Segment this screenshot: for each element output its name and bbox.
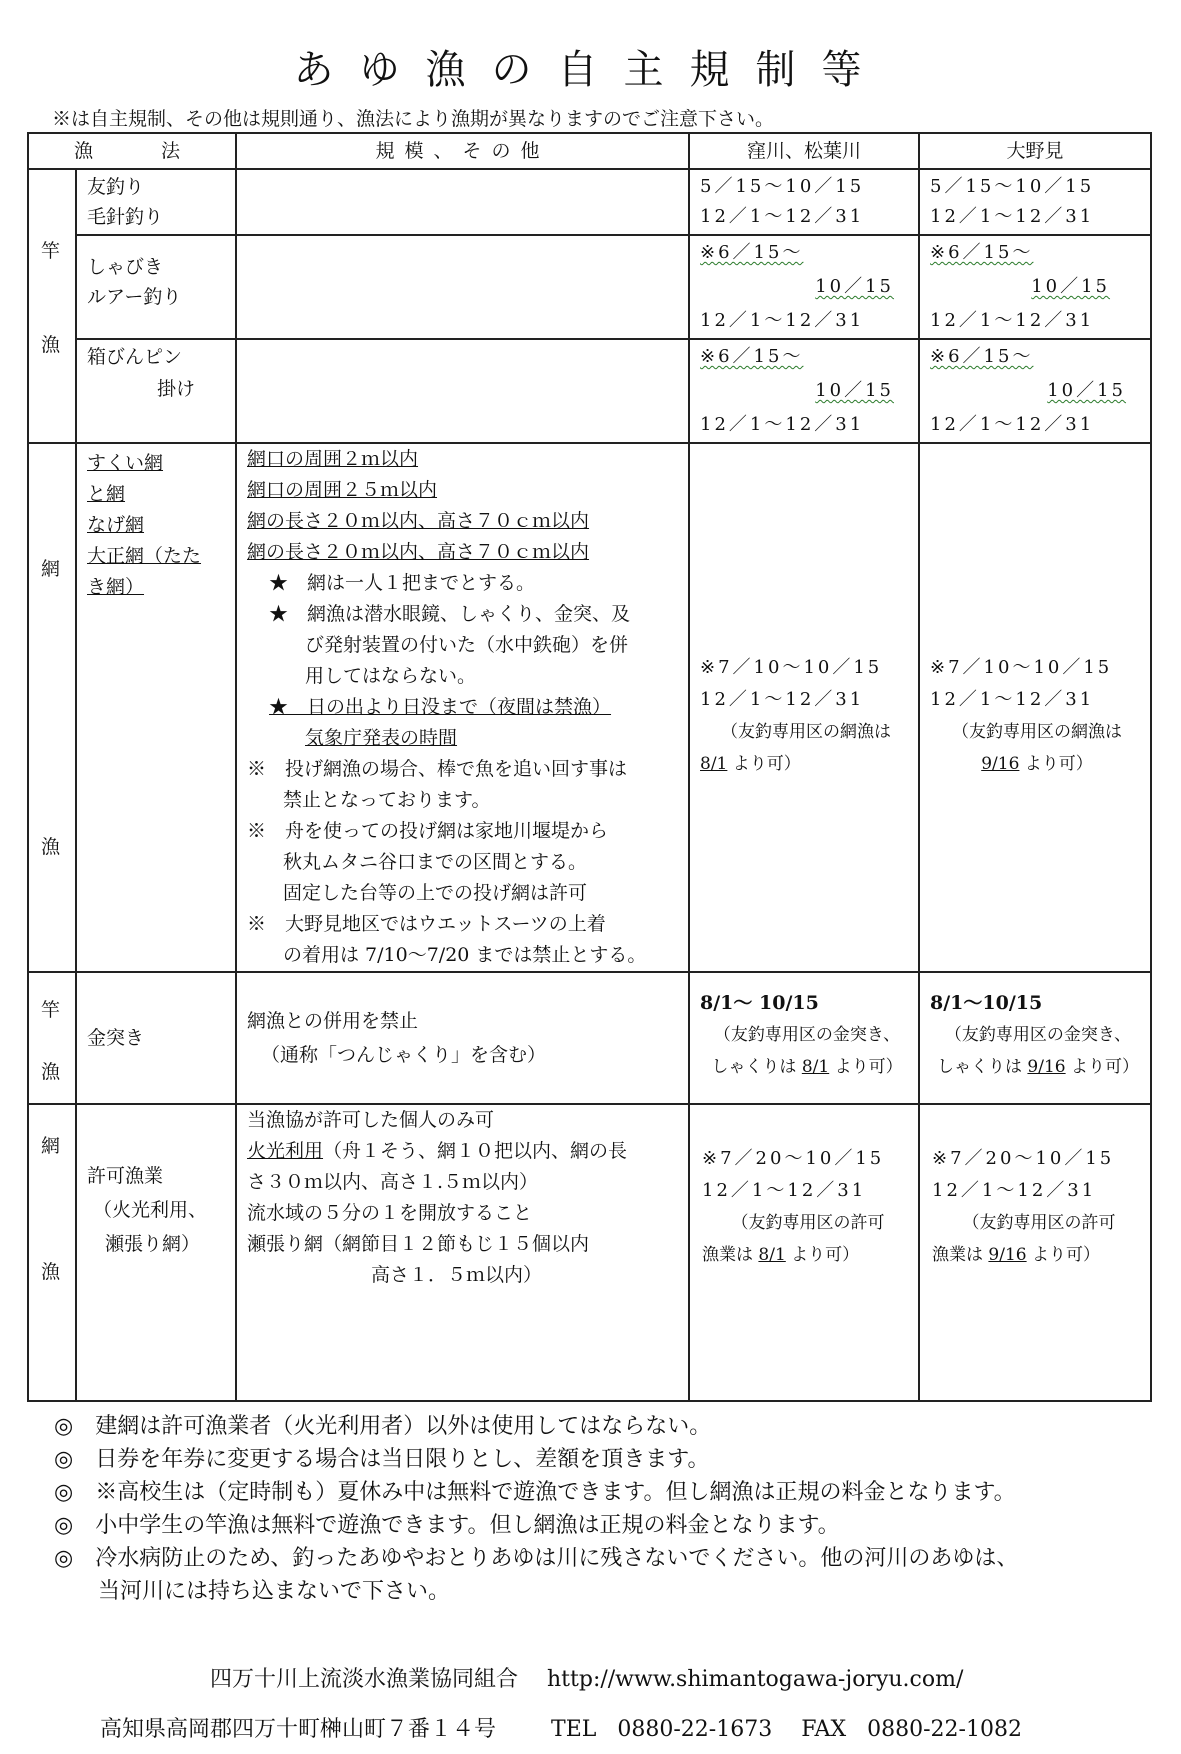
period-date: 8/1 [758, 1245, 786, 1265]
table-row [28, 339, 1151, 443]
period-note: 漁業は [702, 1245, 759, 1265]
period-text: 12／1～12／31 [702, 1180, 867, 1201]
period-text: 10／15 [815, 380, 895, 401]
period-date: 9/16 [1027, 1057, 1066, 1077]
list-item: ◎ 小中学生の竿漁は無料で遊漁できます。但し網漁は正規の料金となります。 [54, 1513, 840, 1538]
period-kubokawa [689, 972, 919, 1104]
table-row [28, 169, 1151, 235]
table-row [28, 972, 1151, 1104]
period-kubokawa [689, 169, 919, 235]
period-text: 12／1～12／31 [930, 310, 1095, 331]
scale-text: （通称「つんじゃくり」を含む） [261, 1044, 547, 1066]
list-item: ◎ 日券を年券に変更する場合は当日限りとし、差額を頂きます。 [54, 1447, 710, 1472]
period-text: 5／15～10／15 [700, 176, 865, 197]
period-note: より可） [1026, 1245, 1101, 1265]
period-kubokawa [689, 1104, 919, 1401]
scale-text: ★ 網は一人１把までとする。 [269, 572, 536, 594]
scale-text: ※ 投げ網漁の場合、棒で魚を追い回す事は [247, 758, 628, 780]
period-date: 9/16 [988, 1245, 1027, 1265]
scale-text: 網の長さ２０ｍ以内、高さ７０ｃｍ以内 [247, 510, 590, 532]
period-text: 10／15 [1047, 380, 1127, 401]
period-text: 5／15～10／15 [930, 176, 1095, 197]
period-note: （友釣専用区の許可 [731, 1213, 885, 1233]
scale-cell [236, 443, 689, 972]
period-text: ※6／15～ [930, 346, 1034, 367]
scale-text: 火光利用 [247, 1140, 324, 1162]
scale-text: 用してはならない。 [305, 665, 477, 687]
period-note: （友釣専用区の網漁は [952, 722, 1123, 742]
period-onomi [919, 443, 1151, 972]
period-note: （友釣専用区の金突き、 [944, 1025, 1132, 1045]
scale-text: 瀬張り網（網節目１２節もじ１５個以内 [247, 1233, 590, 1255]
method-cell [76, 235, 236, 339]
period-onomi [919, 1104, 1151, 1401]
method-name: なげ網 [87, 514, 145, 536]
method-name: 金突き [87, 1027, 145, 1049]
method-name: しゃびき [87, 256, 164, 278]
address: 高知県高岡郡四万十町榊山町７番１４号 [100, 1717, 497, 1742]
table-row [28, 235, 1151, 339]
period-text: ※7／20～10／15 [702, 1148, 885, 1169]
method-name: 毛針釣り [87, 206, 164, 228]
scale-text: ※ 舟を使っての投げ網は家地川堰堤から [247, 820, 609, 842]
website-link[interactable]: http://www.shimantogawa-joryu.com/ [547, 1667, 964, 1692]
period-text: ※6／15～ [700, 346, 804, 367]
period-note: （友釣専用区の許可 [962, 1213, 1116, 1233]
method-name: 箱びんピン [87, 346, 183, 368]
period-text: ※7／20～10／15 [932, 1148, 1115, 1169]
scale-cell [236, 169, 689, 235]
scale-text: 高さ１．５ｍ以内） [371, 1264, 543, 1286]
period-note: （友釣専用区の網漁は [721, 722, 892, 742]
footer-line-2 [100, 1712, 1181, 1743]
method-name: 友釣り [87, 176, 145, 198]
scale-text: 気象庁発表の時間 [305, 727, 458, 749]
category-label: 漁 [41, 1061, 61, 1083]
period-note: しゃくりは [711, 1057, 802, 1077]
period-text: ※7／10～10／15 [700, 657, 883, 678]
period-note: より可） [1019, 754, 1093, 774]
period-text: 10／15 [815, 276, 895, 297]
method-name: 掛け [157, 378, 196, 400]
period-kubokawa [689, 235, 919, 339]
list-item: 当河川には持ち込まないで下さい。 [54, 1579, 451, 1604]
scale-text: び発射装置の付いた（水中鉄砲）を併 [305, 634, 629, 656]
period-text: 12／1～12／31 [932, 1180, 1097, 1201]
period-onomi [919, 235, 1151, 339]
method-name: と網 [87, 483, 126, 505]
method-cell [76, 443, 236, 972]
period-text: 12／1～12／31 [930, 206, 1095, 227]
period-text: 12／1～12／31 [930, 414, 1095, 435]
header-scale: 規模、その他 [236, 133, 689, 169]
period-note: 漁業は [932, 1245, 989, 1265]
method-name: 大正網（たた [87, 545, 202, 567]
table-row [28, 1104, 1151, 1401]
period-text: 10／15 [1031, 276, 1111, 297]
scale-text: （舟１そう、網１０把以内、網の長 [323, 1140, 628, 1162]
period-date: 9/16 [981, 754, 1020, 774]
period-note: しゃくりは [937, 1057, 1028, 1077]
period-text: ※6／15～ [930, 242, 1034, 263]
category-label: 網 [41, 558, 61, 580]
period-note: （友釣専用区の金突き、 [713, 1025, 901, 1045]
fax-number: 0880-22-1082 [867, 1717, 1022, 1742]
period-date: 8/1 [700, 754, 728, 774]
category-label: 漁 [41, 1261, 61, 1283]
method-name: すくい網 [87, 452, 164, 474]
header-method: 漁 法 [28, 133, 236, 169]
period-text: ※7／10～10／15 [930, 657, 1113, 678]
period-kubokawa [689, 339, 919, 443]
method-name: ルアー釣り [87, 286, 182, 308]
period-text: 8/1～10/15 [930, 992, 1043, 1014]
method-name: （火光利用、 [93, 1199, 208, 1221]
period-text: 8/1～ 10/15 [700, 992, 819, 1014]
period-date: 8/1 [801, 1057, 830, 1077]
period-text: ※6／15～ [700, 242, 804, 263]
period-note: より可） [1065, 1057, 1140, 1077]
fax-label: FAX [801, 1717, 847, 1742]
method-cell [76, 169, 236, 235]
list-item: ◎ 冷水病防止のため、釣ったあゆやおとりあゆは川に残さないでください。他の河川のあゆは、 [54, 1546, 1019, 1571]
scale-text: 網口の周囲２ｍ以内 [247, 448, 419, 470]
category-label: 網 [41, 1135, 61, 1157]
period-note: より可） [727, 754, 801, 774]
category-label: 竿 [41, 240, 61, 262]
scale-cell [236, 1104, 689, 1401]
method-name: き網） [87, 576, 145, 598]
table-header [28, 133, 1151, 169]
period-onomi [919, 169, 1151, 235]
category-kanatsuki [28, 972, 76, 1104]
category-sao [28, 169, 76, 443]
period-note: より可） [785, 1245, 860, 1265]
method-cell [76, 1104, 236, 1401]
scale-text: ★ 日の出より日没まで（夜間は禁漁） [269, 696, 612, 718]
category-ami [28, 443, 76, 972]
scale-text: の着用は 7/10～7/20 までは禁止とする。 [283, 944, 647, 966]
scale-cell [236, 339, 689, 443]
scale-text: 秋丸ムタニ谷口までの区間とする。 [283, 851, 588, 873]
tel-number: 0880-22-1673 [617, 1717, 773, 1742]
method-cell [76, 972, 236, 1104]
period-text: 12／1～12／31 [700, 206, 865, 227]
scale-text: 網口の周囲２５ｍ以内 [247, 479, 438, 501]
table-row [28, 443, 1151, 972]
scale-cell [236, 972, 689, 1104]
page-title: あゆ漁の自主規制等 [293, 47, 888, 93]
period-note: より可） [829, 1057, 903, 1077]
period-text: 12／1～12／31 [930, 689, 1095, 710]
period-kubokawa [689, 443, 919, 972]
period-text: 12／1～12／31 [700, 310, 865, 331]
period-onomi [919, 972, 1151, 1104]
tel-label: TEL [551, 1717, 597, 1742]
period-onomi [919, 339, 1151, 443]
category-label: 漁 [41, 334, 61, 356]
scale-text: さ３０ｍ以内、高さ１.５ｍ以内） [247, 1171, 539, 1193]
method-cell [76, 339, 236, 443]
list-item: ◎ 建網は許可漁業者（火光利用者）以外は使用してはならない。 [54, 1414, 712, 1439]
scale-text: 網漁との併用を禁止 [247, 1010, 419, 1032]
org-name: 四万十川上流淡水漁業協同組合 [210, 1667, 519, 1692]
regulation-table [27, 132, 1152, 1402]
top-note: ※は自主規制、その他は規則通り、漁法により漁期が異なりますのでご注意下さい。 [52, 108, 775, 130]
category-label: 漁 [41, 836, 61, 858]
scale-text: ★ 網漁は潜水眼鏡、しゃくり、金突、及 [269, 603, 631, 625]
scale-text: 禁止となっております。 [283, 789, 491, 811]
scale-text: 固定した台等の上での投げ網は許可 [283, 882, 588, 904]
scale-text: 当漁協が許可した個人のみ可 [247, 1109, 495, 1131]
period-text: 12／1～12／31 [700, 689, 865, 710]
header-kubokawa: 窪川、松葉川 [689, 133, 919, 169]
period-text: 12／1～12／31 [700, 414, 865, 435]
scale-text: 網の長さ２０ｍ以内、高さ７０ｃｍ以内 [247, 541, 590, 563]
scale-text: 流水域の５分の１を開放すること [247, 1202, 533, 1224]
method-name: 許可漁業 [87, 1165, 164, 1187]
scale-cell [236, 235, 689, 339]
category-kyoka [28, 1104, 76, 1401]
list-item: ◎ ※高校生は（定時制も）夏休み中は無料で遊漁できます。但し網漁は正規の料金となります。 [54, 1480, 1016, 1505]
footer-line-1 [210, 1662, 1181, 1693]
category-label: 竿 [41, 999, 61, 1021]
scale-text: ※ 大野見地区ではウエットスーツの上着 [247, 913, 606, 935]
header-onomi: 大野見 [919, 133, 1151, 169]
method-name: 瀬張り網） [105, 1233, 201, 1255]
notes-list [54, 1410, 1154, 1608]
